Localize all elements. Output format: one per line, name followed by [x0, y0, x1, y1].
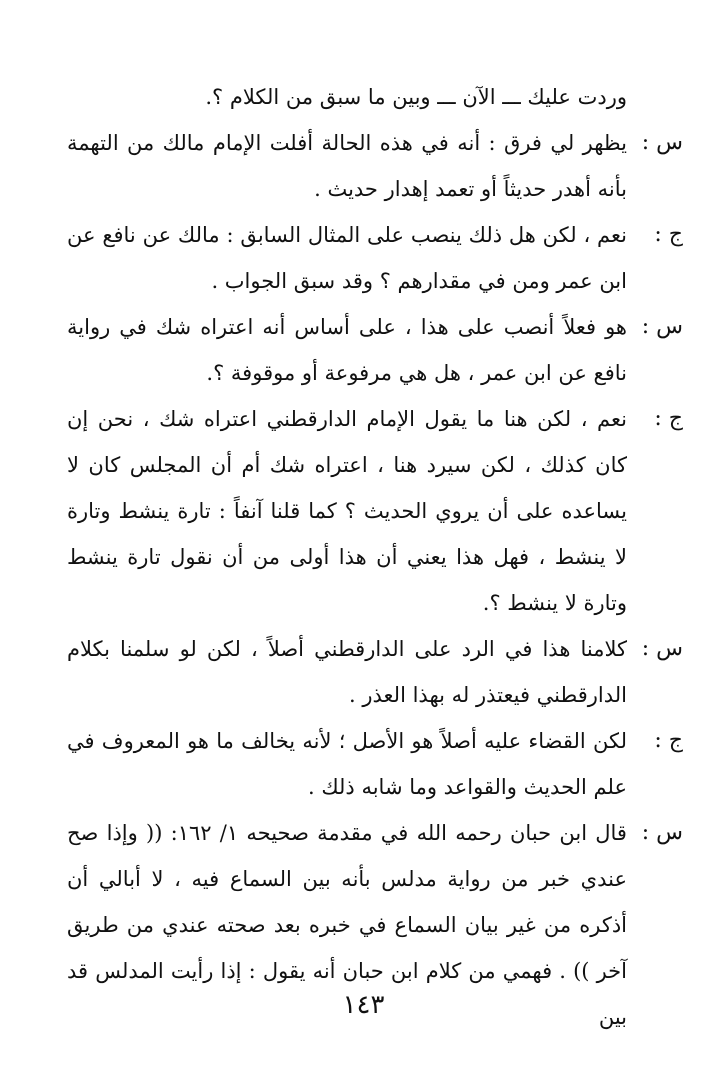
entry-text: وردت عليك ـــ الآن ـــ وبين ما سبق من الكلام ؟.: [205, 85, 627, 109]
entry-label: س :: [641, 636, 683, 661]
entry-label: ج :: [654, 728, 683, 753]
entry-text: نعم ، لكن هل ذلك ينصب على المثال السابق : مالك عن نافع عن ابن عمر ومن في مقدارهم ؟ وقد سبق الجواب .: [67, 223, 627, 293]
entry-text: لكن القضاء عليه أصلاً هو الأصل ؛ لأنه يخالف ما هو المعروف في علم الحديث والقواعد وما شابه ذلك .: [67, 729, 627, 799]
entry-text: كلامنا هذا في الرد على الدارقطني أصلاً ، لكن لو سلمنا بكلام الدارقطني فيعتذر له بهذا العذر .: [67, 637, 627, 707]
entry-label: س :: [641, 820, 683, 845]
entry-label: س :: [641, 130, 683, 155]
page-number: ١٤٣: [342, 990, 385, 1020]
entry-text: قال ابن حبان رحمه الله في مقدمة صحيحه ١/ ١٦٢: (( وإذا صح عندي خبر من رواية مدلس بأنه بين السماع فيه ، لا أبالي أن أذكره من غير بيان السماع في خبره بعد صحته عندي من طريق آخر )) . فهمي من كلام ابن حبان أنه يقول : إذا رأيت المدلس قد بين: [67, 821, 627, 1029]
entry-text: هو فعلاً أنصب على هذا ، على أساس أنه اعتراه شك في رواية نافع عن ابن عمر ، هل هي مرفوعة أو موقوفة ؟.: [67, 315, 627, 385]
entry-label: س :: [641, 314, 683, 339]
entry-label: ج :: [654, 406, 683, 431]
entry-text: نعم ، لكن هنا ما يقول الإمام الدارقطني اعتراه شك ، نحن إن كان كذلك ، لكن سيرد هنا ، اعتراه شك أم أن المجلس كان لا يساعده على أن يروي الحديث ؟ كما قلنا آنفاً : تارة ينشط وتارة لا ينشط ، فهل هذا يعني أن هذا أولى من أن نقول تارة ينشط وتارة لا ينشط ؟.: [67, 407, 627, 615]
entry-label: ج :: [654, 222, 683, 247]
entry-text: يظهر لي فرق : أنه في هذه الحالة أفلت الإمام مالك من التهمة بأنه أهدر حديثاً أو تعمد إهدار حديث .: [67, 131, 627, 201]
